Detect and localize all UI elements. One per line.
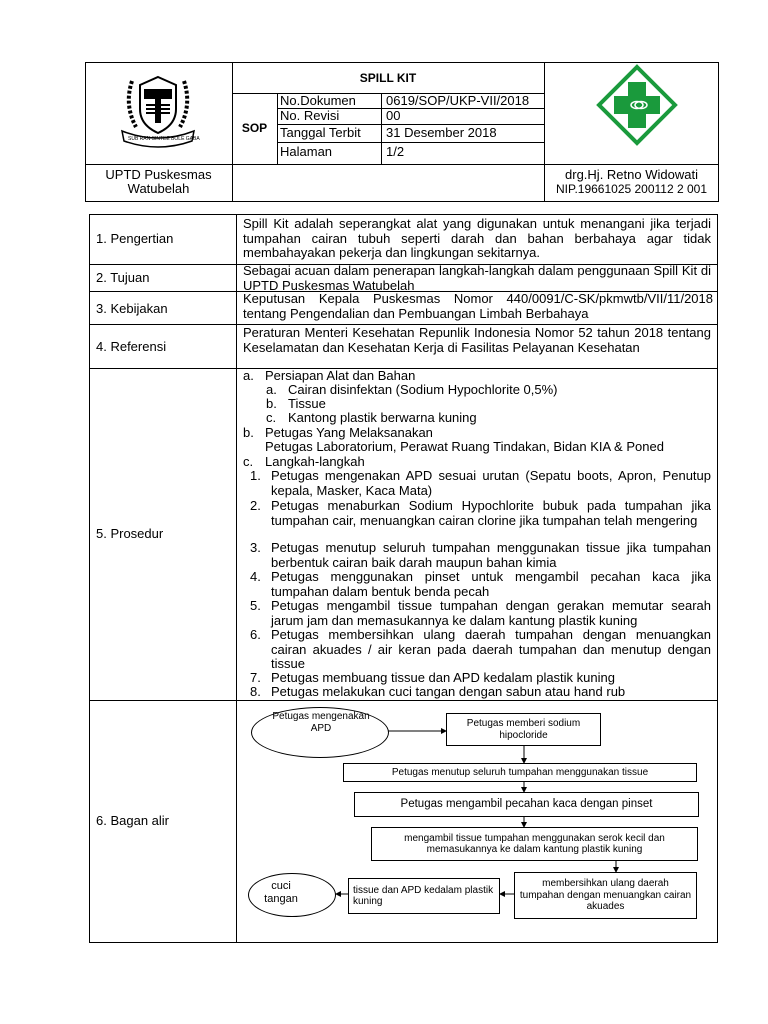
flow-step-sodium: Petugas memberi sodium hipocloride bbox=[446, 713, 601, 746]
prosedur-b-marker: b. bbox=[243, 425, 254, 440]
meta-value: 1/2 bbox=[386, 144, 405, 159]
step-marker: 8. bbox=[250, 684, 261, 699]
org-name-line2: Watubelah bbox=[127, 181, 190, 196]
list-item: Tissue bbox=[288, 396, 326, 411]
section-label-prosedur: 5. Prosedur bbox=[96, 526, 164, 541]
list-marker: b. bbox=[266, 396, 277, 411]
step-marker: 1. bbox=[250, 468, 261, 483]
step-marker: 3. bbox=[250, 540, 261, 555]
step-text: Petugas melakukan cuci tangan dengan sabun atau hand rub bbox=[271, 684, 626, 699]
prosedur-a-title: Persiapan Alat dan Bahan bbox=[265, 368, 416, 383]
section-label-kebijakan: 3. Kebijakan bbox=[96, 301, 168, 316]
step-text: Petugas menaburkan Sodium Hypochlorite bubuk pada tumpahan jika tumpahan cair, menuangkan cairan clorine jika tumpahan telah mengering bbox=[271, 498, 711, 528]
step-marker: 4. bbox=[250, 569, 261, 584]
flow-start-text: Petugas mengenakan APD bbox=[272, 711, 370, 734]
list-item: Cairan disinfektan (Sodium Hypochlorite 0,5%) bbox=[288, 382, 558, 397]
meta-value: 31 Desember 2018 bbox=[386, 125, 497, 140]
tujuan-text: Sebagai acuan dalam penerapan langkah-langkah dalam penggunaan Spill Kit di UPTD Puskesmas Watubelah bbox=[243, 263, 711, 293]
flow-step-serok: mengambil tissue tumpahan menggunakan serok kecil dan memasukannya ke dalam kantung plastik kuning bbox=[371, 827, 698, 861]
prosedur-c-title: Langkah-langkah bbox=[265, 454, 365, 469]
referensi-text: Peraturan Menteri Kesehatan Repunlik Indonesia Nomor 52 tahun 2018 tentang Keselamatan dan Kesehatan Kerja di Fasilitas Pelayanan Kesehatan bbox=[243, 325, 711, 355]
prosedur-b-text: Petugas Laboratorium, Perawat Ruang Tindakan, Bidan KIA & Poned bbox=[265, 439, 664, 454]
step-marker: 7. bbox=[250, 670, 261, 685]
meta-value: 00 bbox=[386, 108, 401, 123]
flow-step-pinset: Petugas mengambil pecahan kaca dengan pinset bbox=[354, 792, 699, 817]
meta-key: Halaman bbox=[280, 144, 333, 159]
prosedur-c-marker: c. bbox=[243, 454, 254, 469]
section-label-tujuan: 2. Tujuan bbox=[96, 270, 150, 285]
step-marker: 2. bbox=[250, 498, 261, 513]
prosedur-a-marker: a. bbox=[243, 368, 254, 383]
emblem-motto: SUB RAN SINTEE BOLE GABA bbox=[128, 136, 200, 142]
flow-step-tissue: Petugas menutup seluruh tumpahan menggunakan tissue bbox=[343, 763, 697, 782]
meta-key: No.Dokumen bbox=[280, 93, 356, 108]
signer-nip: NIP.19661025 200112 2 001 bbox=[555, 182, 708, 196]
flow-end-text: cuci tangan bbox=[264, 880, 298, 905]
signer-name: drg.Hj. Retno Widowati bbox=[565, 167, 698, 182]
list-marker: c. bbox=[266, 410, 277, 425]
step-text: Petugas membersihkan ulang daerah tumpahan dengan menuangkan cairan akuades / air keran pada daerah tumpahan dan menutup dengan tissue bbox=[271, 627, 711, 671]
step-marker: 6. bbox=[250, 627, 261, 642]
flow-step-akuades: membersihkan ulang daerah tumpahan dengan menuangkan cairan akuades bbox=[514, 872, 697, 919]
step-text: Petugas menggunakan pinset untuk mengambil pecahan kaca jika tumpahan dalam bentuk benda pecah bbox=[271, 569, 711, 599]
document-title: SPILL KIT bbox=[359, 71, 417, 85]
prosedur-b-title: Petugas Yang Melaksanakan bbox=[265, 425, 433, 440]
step-text: Petugas membuang tissue dan APD kedalam plastik kuning bbox=[271, 670, 615, 685]
sop-label: SOP bbox=[241, 121, 268, 135]
step-marker: 5. bbox=[250, 598, 261, 613]
list-item: Kantong plastik berwarna kuning bbox=[288, 410, 477, 425]
org-name: UPTD Puskesmas bbox=[105, 167, 212, 182]
list-marker: a. bbox=[266, 382, 277, 397]
step-text: Petugas menutup seluruh tumpahan menggunakan tissue jika tumpahan berbentuk cairan baik darah maupun bahan kimia bbox=[271, 540, 711, 570]
pengertian-text: Spill Kit adalah seperangkat alat yang digunakan untuk menangani jika terjadi tumpahan cairan tubuh seperti darah dan bahan berbahaya agar tidak membahayakan pekerja dan lingkungan sekitarnya. bbox=[243, 216, 711, 260]
step-text: Petugas mengambil tissue tumpahan dengan gerakan memutar searah jarum jam dan memasukannya ke dalam kantung plastik kuning bbox=[271, 598, 711, 628]
meta-key: No. Revisi bbox=[280, 108, 340, 123]
section-label-pengertian: 1. Pengertian bbox=[96, 231, 174, 246]
kebijakan-text: Keputusan Kepala Puskesmas Nomor 440/0091/C-SK/pkmwtb/VII/11/2018 tentang Pengendalian dan Pembuangan Limbah Berbahaya bbox=[243, 291, 713, 321]
step-text: Petugas mengenakan APD sesuai urutan (Sepatu boots, Apron, Penutup kepala, Masker, Kaca Mata) bbox=[271, 468, 711, 498]
meta-value: 0619/SOP/UKP-VII/2018 bbox=[386, 93, 530, 108]
section-label-referensi: 4. Referensi bbox=[96, 339, 167, 354]
flow-step-buang: tissue dan APD kedalam plastik kuning bbox=[348, 878, 500, 914]
meta-key: Tanggal Terbit bbox=[280, 125, 361, 140]
section-label-bagan-alir: 6. Bagan alir bbox=[96, 813, 169, 828]
